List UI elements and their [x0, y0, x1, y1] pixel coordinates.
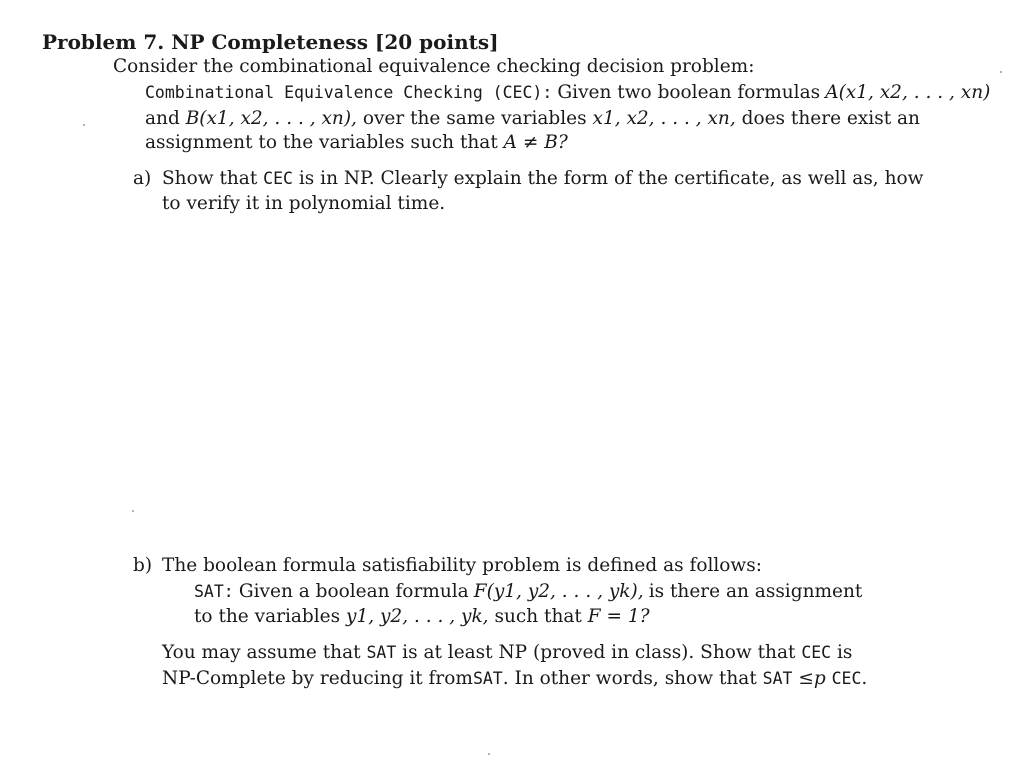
cec-definition-text-1: Given two boolean formulas	[557, 82, 821, 103]
part-b-sat-3: SAT	[762, 669, 793, 688]
sat-formula: F(y1, y2, . . . , yk),	[473, 581, 644, 602]
scan-speck	[1000, 71, 1002, 73]
part-a-text-1: Show that	[162, 168, 258, 189]
part-b-sat-2: SAT	[472, 669, 503, 688]
part-a-line-1	[162, 168, 923, 189]
sat-definition-line-2	[194, 606, 650, 627]
part-b-para-text-4: NP-Complete by reducing it from	[162, 668, 473, 689]
part-a-cec: CEC	[263, 169, 293, 188]
part-b-paragraph-line-1	[162, 642, 852, 663]
part-b-reduction-symbol: ≤p	[798, 668, 826, 689]
scan-speck	[83, 124, 85, 126]
cec-and-word: and	[145, 108, 180, 129]
cec-definition-line-3	[145, 132, 568, 153]
part-b-period: .	[861, 668, 868, 689]
cec-variables: x1, x2, . . . , xn,	[592, 108, 736, 129]
part-b-para-text-1: You may assume that	[162, 642, 361, 663]
sat-variables: y1, y2, . . . , yk,	[346, 606, 489, 627]
problem-title: Problem 7. NP Completeness [20 points]	[42, 30, 499, 54]
sat-definition-text-3: to the variables	[194, 606, 341, 627]
part-b-para-text-3: is	[837, 642, 853, 663]
part-a-label: a)	[133, 168, 152, 189]
part-b-paragraph-line-2	[162, 668, 867, 689]
part-b-label: b)	[133, 555, 153, 576]
cec-condition: A ≠ B?	[503, 132, 568, 153]
cec-definition-name: Combinational Equivalence Checking (CEC):	[145, 83, 553, 102]
sat-definition-text-1: Given a boolean formula	[238, 581, 469, 602]
part-a-line-2: to verify it in polynomial time.	[162, 193, 446, 214]
sat-definition-name: SAT:	[194, 582, 234, 601]
cec-definition-text-4: assignment to the variables such that	[145, 132, 498, 153]
part-b-line-1: The boolean formula satisfiability problem is defined as follows:	[162, 555, 762, 576]
formula-b: B(x1, x2, . . . , xn),	[185, 108, 357, 129]
part-b-para-text-5: . In other words, show that	[502, 668, 757, 689]
part-b-sat: SAT	[366, 643, 397, 662]
formula-a: A(x1, x2, . . . , xn)	[825, 82, 991, 103]
cec-definition-text-2: over the same variables	[362, 108, 587, 129]
cec-definition-line-1	[145, 82, 990, 103]
sat-definition-line-1	[194, 581, 862, 602]
sat-condition: F = 1?	[587, 606, 650, 627]
cec-definition-line-2	[145, 108, 920, 129]
cec-definition-text-3: does there exist an	[741, 108, 920, 129]
sat-definition-text-2: is there an assignment	[648, 581, 863, 602]
scan-speck	[488, 753, 490, 755]
problem-intro: Consider the combinational equivalence checking decision problem:	[113, 56, 755, 77]
sat-definition-text-4: such that	[494, 606, 582, 627]
part-b-para-text-2: is at least NP (proved in class). Show that	[402, 642, 796, 663]
scan-speck	[132, 510, 134, 512]
part-b-cec-2: CEC	[831, 669, 862, 688]
part-b-cec: CEC	[801, 643, 832, 662]
part-a-text-2: is in NP. Clearly explain the form of the certificate, as well as, how	[298, 168, 924, 189]
